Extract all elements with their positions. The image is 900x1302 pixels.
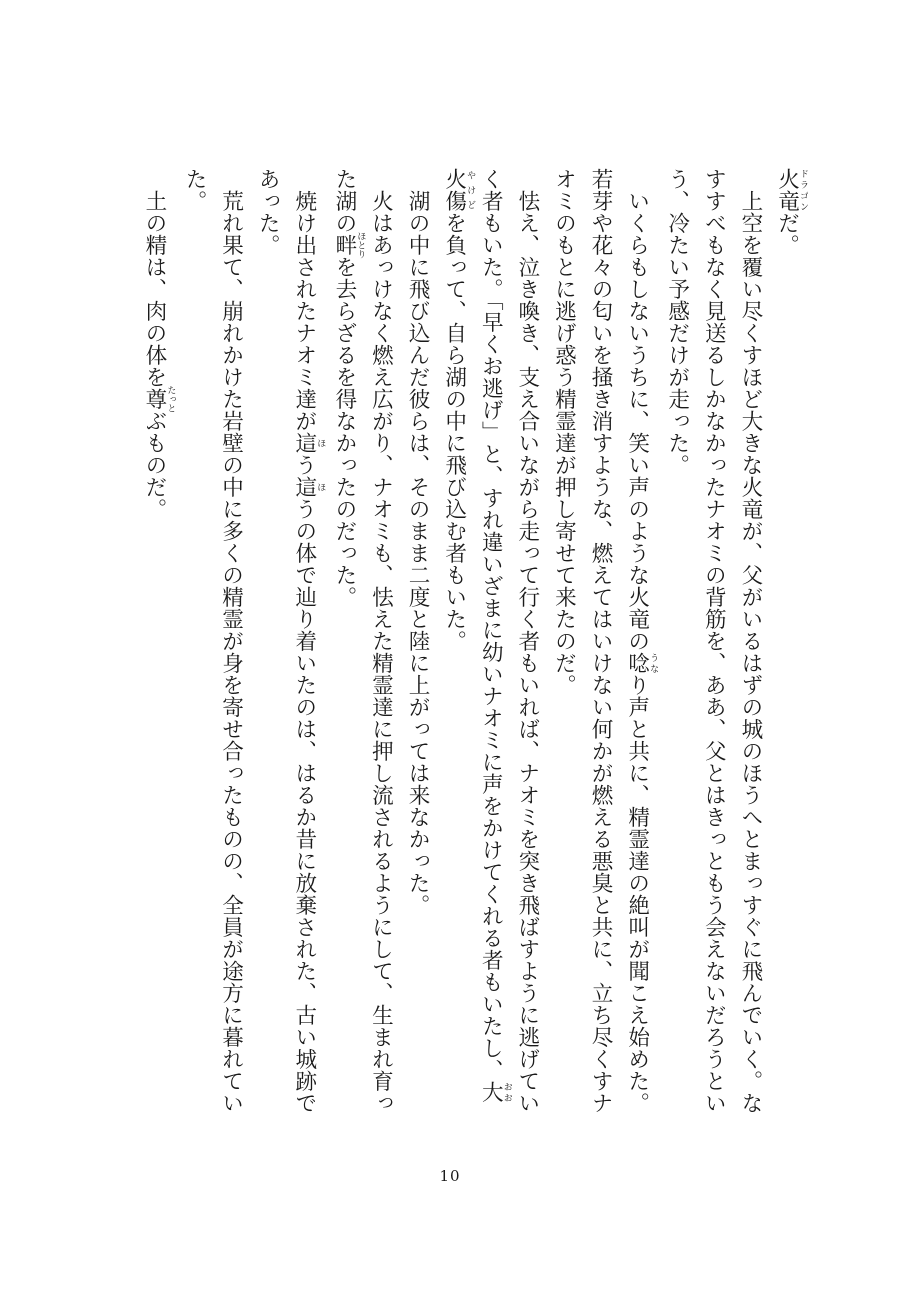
ruby-annotation (331, 231, 366, 259)
text-run: を負って、自ら湖の中に飛び込む者もいた。 (441, 212, 467, 652)
vertical-text-body (88, 168, 808, 1128)
ruby-base: 尊 (141, 385, 167, 413)
paragraph (249, 168, 326, 1128)
paragraph (398, 168, 435, 1128)
ruby-base: 火竜 (774, 168, 800, 212)
text-run: 荒れ果て、崩れかけた岩壁の中に多くの精霊が身を寄せ合ったものの、全員が途方に暮れていた。 (182, 168, 244, 1114)
text-run: 怯え、泣き喚き、支え合いながら走って行く者もいれば、ナオミを突き飛ばすように逃げていく者もいた。「早くお逃げ」と、すれ違いざまに幼いナオミに声をかけてくれる者もいたし、 (478, 168, 540, 1114)
paragraph (545, 168, 658, 1128)
ruby-annotation (624, 651, 659, 674)
paragraph (175, 168, 248, 1128)
ruby-base: 畔 (331, 231, 357, 259)
text-run: を去らざるを得なかったのだった。 (331, 256, 357, 608)
text-run: 湖の中に飛び込んだ彼らは、そのまま二度と陸に上がっては来なかった。 (405, 189, 431, 916)
text-run: 火はあっけなく燃え広がり、ナオミも、怯えた精霊達に押し流されるようにして、生まれ育った湖の (331, 168, 394, 1114)
paragraph (768, 168, 808, 1128)
ruby-base: 大 (478, 1081, 504, 1104)
ruby-annotation (478, 1081, 512, 1104)
ruby-annotation (291, 431, 326, 454)
paragraph (135, 168, 175, 1128)
ruby-annotation (441, 168, 476, 212)
ruby-reading: たっと (165, 385, 176, 413)
ruby-base: 唸 (624, 651, 650, 674)
text-run: ぶものだ。 (141, 409, 167, 520)
ruby-base: 火傷 (441, 168, 467, 212)
ruby-base: 這 (291, 431, 317, 454)
text-run: いくらもしないうちに、笑い声のような火竜の (624, 189, 650, 652)
ruby-reading: ドラゴン (798, 168, 808, 212)
text-run: 土の精は、肉の体を (141, 189, 167, 388)
ruby-reading: うな (648, 651, 659, 674)
ruby-reading: ほ (315, 431, 326, 454)
ruby-reading: やけど (465, 168, 476, 212)
ruby-reading: ほ (315, 475, 326, 498)
ruby-annotation (774, 168, 808, 212)
text-run: うの体で辿り着いたのは、はるか昔に放棄された、古い城跡であった。 (255, 168, 317, 1114)
paragraph (435, 168, 545, 1128)
text-run: 上空を覆い尽くすほど大きな火竜が、父がいるはずの城のほうへとまっすぐに飛んでいく。なすすべもなく見送るしかなかったナオミの背筋を、ああ、父とはきっともう会えないだろうという、冷たい予感だけが走った。 (664, 168, 763, 1114)
ruby-annotation (291, 475, 326, 498)
ruby-reading: ほとり (355, 231, 366, 259)
text-run: り声と共に、精霊達の絶叫が聞こえ始めた。若芽や花々の匂いを掻き消すような、燃えてはいけない何かが燃える悪臭と共に、立ち尽くすナオミのもとに逃げ惑う精霊達が押し寄せて来たのだ。 (551, 168, 650, 1114)
ruby-base: 這 (291, 475, 317, 498)
ruby-annotation (141, 385, 176, 413)
text-run: 焼け出されたナオミ達が (291, 189, 317, 432)
text-run: う (291, 453, 317, 476)
ruby-reading: おお (501, 1081, 512, 1104)
text-run: だ。 (774, 212, 800, 256)
page-number: 10 (439, 1167, 461, 1185)
paragraph (325, 168, 398, 1128)
paragraph (658, 168, 768, 1128)
